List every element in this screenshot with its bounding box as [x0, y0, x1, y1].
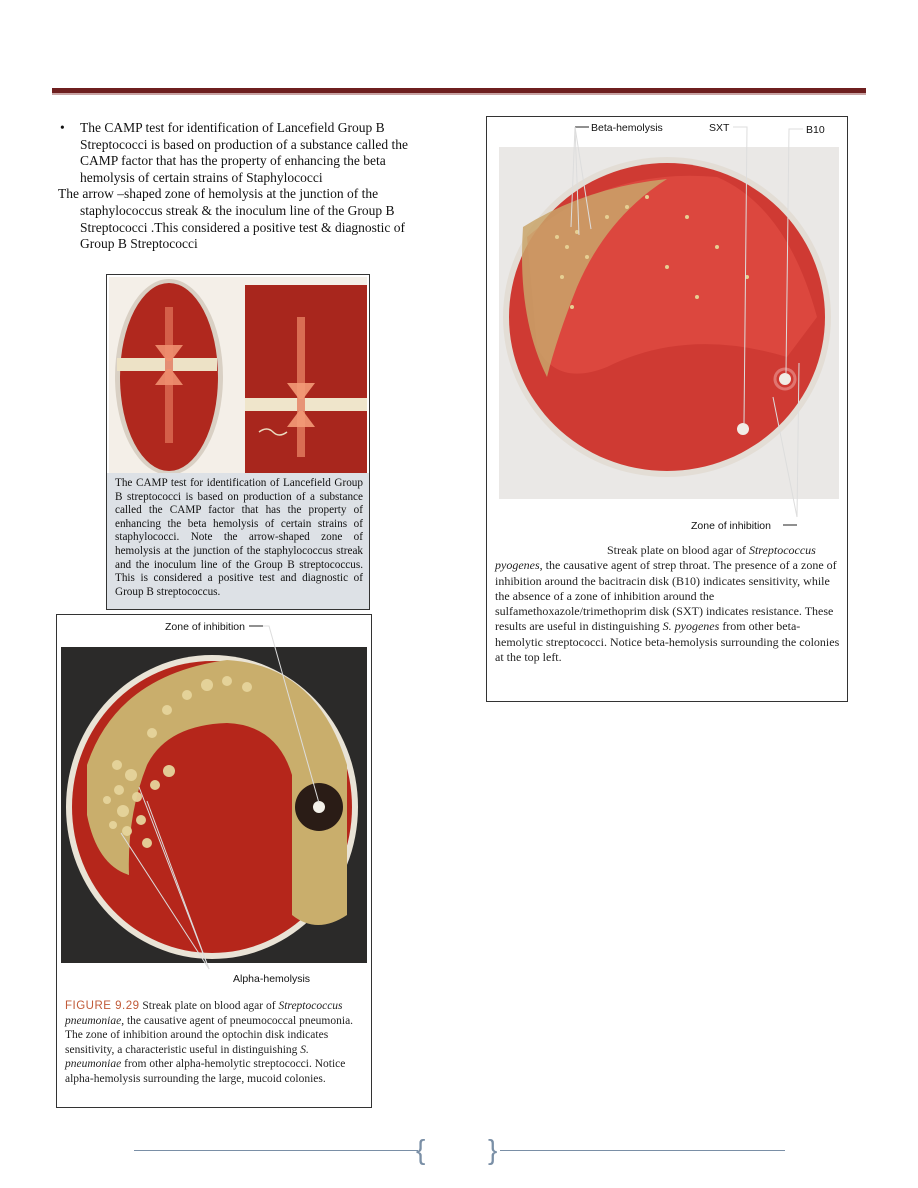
- pneumoniae-caption: [65, 999, 365, 1087]
- pyogenes-caption: [495, 543, 841, 665]
- caption-text: from other beta-hemolytic streptococci. Notice beta-hemolysis surrounding the colonies at the top left.: [495, 619, 840, 665]
- footer-bracket-left: {: [416, 1134, 426, 1165]
- header-rule: [52, 88, 866, 93]
- caption-italic: Streptococcus pneumoniae: [65, 1000, 343, 1027]
- pyogenes-figure: [486, 116, 848, 702]
- caption-italic: S. pyogenes: [662, 619, 720, 634]
- label-sxt: SXT: [709, 122, 730, 134]
- pneumoniae-photo: [57, 615, 371, 995]
- footer-rule-left: [134, 1150, 418, 1151]
- label-b10: B10: [806, 124, 825, 136]
- caption-italic: S. pneumoniae: [65, 1043, 309, 1071]
- label-zone-of-inhibition: Zone of inhibition: [691, 520, 771, 532]
- paragraph: The arrow –shaped zone of hemolysis at the junction of the staphylococcus streak & the inoculum line of the Group B Streptococci .This considered a positive test & diagnostic of Group B Streptococci: [58, 186, 406, 252]
- bullet-text: The CAMP test for identification of Lancefield Group B Streptococci is based on production of a substance called the CAMP factor that has the property of enhancing the beta hemolysis of certain strains of Staphylococci: [80, 120, 409, 185]
- footer-rule-right: [500, 1150, 785, 1151]
- pyogenes-photo: [487, 117, 847, 537]
- intro-text: [58, 120, 438, 253]
- bullet-symbol: •: [60, 120, 65, 135]
- caption-italic: Streptococcus pyogenes: [495, 543, 816, 573]
- bullet-item: [58, 120, 438, 186]
- caption-text: Streak plate on blood agar of: [139, 1000, 279, 1012]
- camp-test-figure: [106, 274, 370, 610]
- caption-text: , the causative agent of strep throat. The presence of a zone of inhibition around the bacitracin disk (B10) indicates sensitivity, while the absence of a zone of inhibition around the sulfamethoxazole/trimethoprim disk (SXT) indicates resistance. These results are useful in distinguishing: [495, 558, 837, 634]
- label-zone-of-inhibition: Zone of inhibition: [165, 621, 245, 633]
- figure-number: FIGURE 9.29: [65, 1000, 140, 1012]
- footer-bracket-right: }: [488, 1134, 498, 1165]
- label-beta-hemolysis: Beta-hemolysis: [591, 122, 663, 134]
- caption-text: from other alpha-hemolytic streptococci. Notice alpha-hemolysis surrounding the large, mucoid colonies.: [65, 1058, 346, 1085]
- camp-test-photo: [109, 277, 367, 473]
- caption-text: Streak plate on blood agar of: [607, 543, 749, 557]
- camp-caption: The CAMP test for identification of Lancefield Group B streptococci is based on production of a substance called the CAMP factor that has the property of enhancing the beta hemolysis of certain strains of staphylococci. Note the arrow-shaped zone of hemolysis at the junction of the staphylococcus streak and the inoculum line of the Group B streptococcus. This is considered a positive test and diagnostic of Group B streptococcus.: [107, 473, 369, 609]
- pneumoniae-figure: [56, 614, 372, 1108]
- caption-text: , the causative agent of pneumococcal pneumonia. The zone of inhibition around the optochin disk indicates sensitivity, a characteristic useful in distinguishing: [65, 1014, 354, 1056]
- label-alpha-hemolysis: Alpha-hemolysis: [233, 973, 311, 985]
